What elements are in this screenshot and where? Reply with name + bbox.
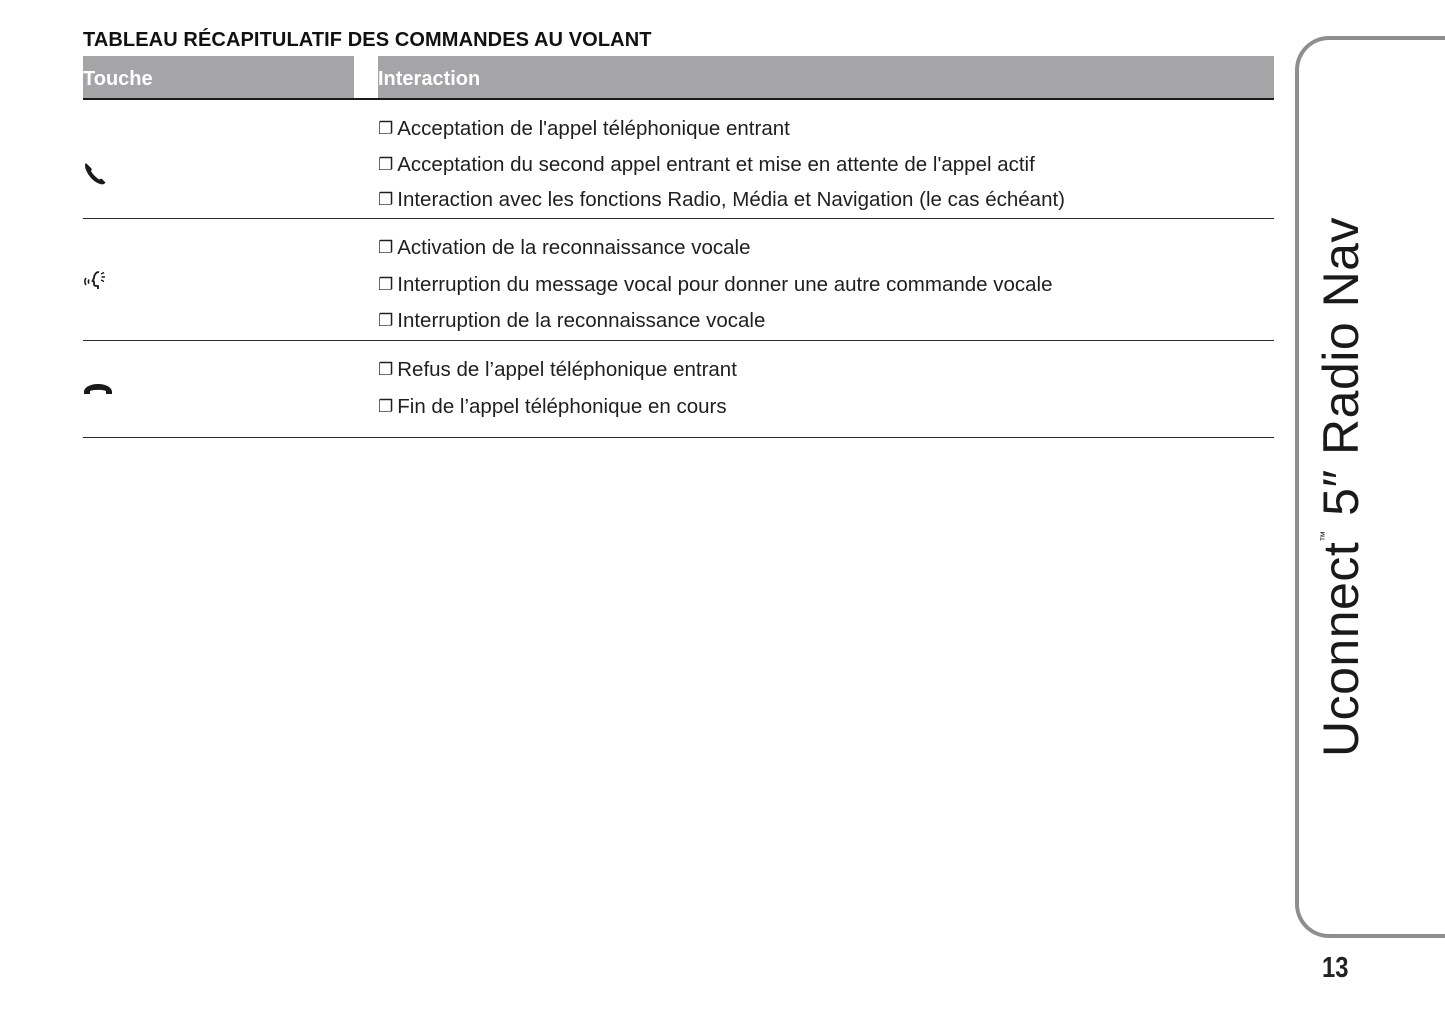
- list-item: ❐ Refus de l’appel téléphonique entrant: [378, 358, 737, 381]
- table-header: [83, 56, 1274, 100]
- table-row: [83, 100, 1274, 219]
- header-interaction: Interaction: [378, 56, 1274, 98]
- list-item: ❐ Interruption de la reconnaissance vocale: [378, 309, 766, 332]
- voice-recognition-icon: [83, 268, 109, 299]
- phone-answer-icon: [83, 160, 107, 191]
- list-item: ❐ Fin de l’appel téléphonique en cours: [378, 395, 727, 418]
- list-item: ❐ Activation de la reconnaissance vocale: [378, 236, 751, 259]
- phone-hangup-icon: [83, 381, 113, 402]
- list-item: ❐ Interruption du message vocal pour donner une autre commande vocale: [378, 273, 1053, 296]
- page-title: TABLEAU RÉCAPITULATIF DES COMMANDES AU VOLANT: [83, 29, 652, 51]
- page-number: 13: [1322, 952, 1349, 984]
- list-item: ❐ Acceptation du second appel entrant et mise en attente de l'appel actif: [378, 153, 1035, 176]
- table-row: [83, 341, 1274, 438]
- header-touche: Touche: [83, 56, 354, 98]
- list-item: ❐ Acceptation de l'appel téléphonique entrant: [378, 117, 790, 140]
- chapter-title: Uconnect™ 5″ Radio Nav: [1313, 217, 1369, 757]
- list-item: ❐ Interaction avec les fonctions Radio, Média et Navigation (le cas échéant): [378, 188, 1066, 211]
- table-row: [83, 219, 1274, 341]
